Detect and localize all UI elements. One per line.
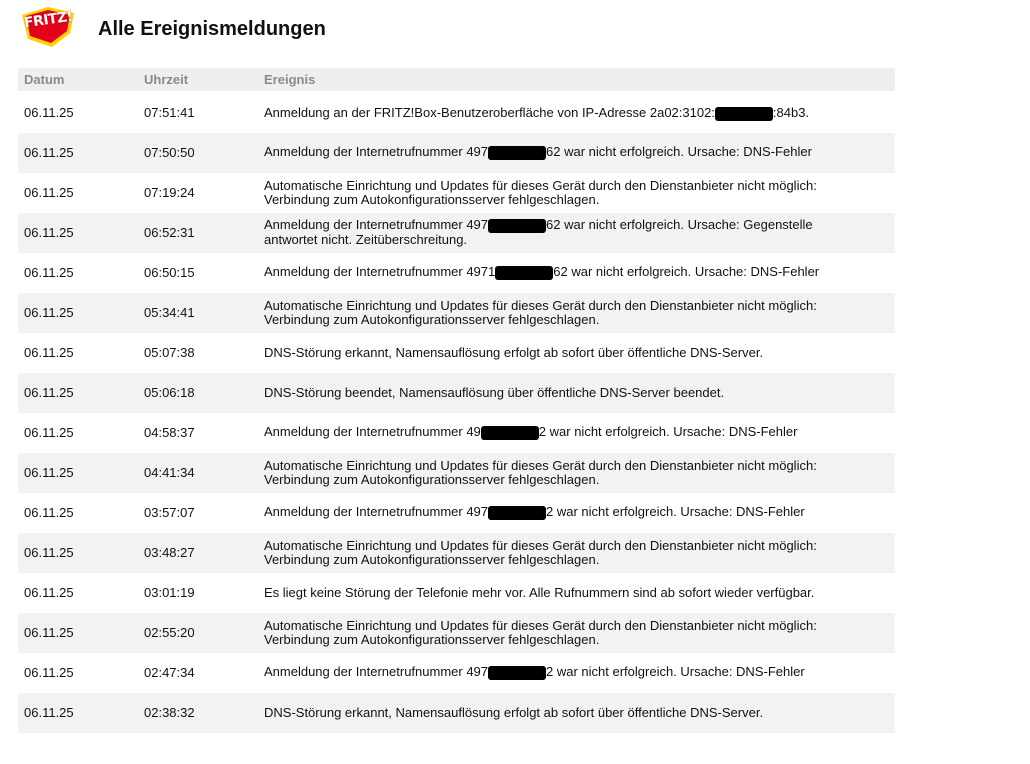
row-time: 03:48:27	[138, 533, 258, 573]
row-date: 06.11.25	[18, 693, 138, 733]
row-date: 06.11.25	[18, 333, 138, 373]
row-time: 07:51:41	[138, 93, 258, 133]
row-date: 06.11.25	[18, 573, 138, 613]
row-event-text: Automatische Einrichtung und Updates für dieses Gerät durch den Dienstanbieter nicht möglich: Verbindung zum Autokonfigurationsserver fehlgeschlagen.	[264, 537, 817, 567]
row-time: 03:01:19	[138, 573, 258, 613]
logo-text: FRITZ!	[23, 8, 74, 32]
event-table-container	[18, 68, 895, 733]
row-event	[258, 573, 895, 613]
row-date: 06.11.25	[18, 453, 138, 493]
row-date: 06.11.25	[18, 493, 138, 533]
row-event	[258, 413, 895, 453]
row-date: 06.11.25	[18, 133, 138, 173]
row-event-tail: 2 war nicht erfolgreich. Ursache: DNS-Fehler	[546, 664, 805, 680]
row-event-text: Anmeldung der Internetrufnummer 497	[264, 217, 489, 233]
row-event-text: Anmeldung an der FRITZ!Box-Benutzeroberfläche von IP-Adresse 2a02:3102:	[264, 104, 715, 120]
row-date: 06.11.25	[18, 533, 138, 573]
row-event-text: Automatische Einrichtung und Updates für dieses Gerät durch den Dienstanbieter nicht möglich: Verbindung zum Autokonfigurationsserver fehlgeschlagen.	[264, 457, 817, 487]
row-event	[258, 253, 895, 293]
table-row	[18, 573, 895, 613]
row-event-text: Anmeldung der Internetrufnummer 497	[264, 664, 489, 680]
row-date: 06.11.25	[18, 613, 138, 653]
row-event-text: Anmeldung der Internetrufnummer 497	[264, 144, 489, 160]
row-event	[258, 93, 895, 133]
row-event-tail: 62 war nicht erfolgreich. Ursache: Gegenstelle antwortet nicht. Zeitüberschreitung.	[264, 217, 813, 247]
row-time: 06:52:31	[138, 213, 258, 253]
table-row	[18, 613, 895, 653]
page-title: Alle Ereignismeldungen	[98, 17, 326, 40]
table-row	[18, 173, 895, 213]
row-event	[258, 613, 895, 653]
row-time: 04:41:34	[138, 453, 258, 493]
event-table-body	[18, 93, 895, 733]
row-event	[258, 453, 895, 493]
row-event-text: Anmeldung der Internetrufnummer 49	[264, 424, 481, 440]
table-row	[18, 373, 895, 413]
row-time: 02:55:20	[138, 613, 258, 653]
row-event-tail: 2 war nicht erfolgreich. Ursache: DNS-Fehler	[546, 504, 805, 520]
redaction-mark-icon	[488, 666, 546, 680]
row-date: 06.11.25	[18, 93, 138, 133]
row-event-tail: 62 war nicht erfolgreich. Ursache: DNS-Fehler	[553, 264, 820, 280]
table-row	[18, 333, 895, 373]
row-event-text: Anmeldung der Internetrufnummer 497	[264, 504, 489, 520]
table-row	[18, 213, 895, 253]
redaction-mark-icon	[488, 219, 546, 233]
redaction-mark-icon	[481, 426, 539, 440]
redaction-mark-icon	[495, 266, 553, 280]
row-time: 05:07:38	[138, 333, 258, 373]
row-date: 06.11.25	[18, 373, 138, 413]
row-date: 06.11.25	[18, 293, 138, 333]
row-date: 06.11.25	[18, 213, 138, 253]
row-event-tail: 62 war nicht erfolgreich. Ursache: DNS-Fehler	[546, 144, 812, 160]
table-row	[18, 493, 895, 533]
row-event	[258, 373, 895, 413]
column-header-time: Uhrzeit	[138, 68, 258, 93]
table-row	[18, 293, 895, 333]
event-table-header	[18, 68, 895, 93]
row-date: 06.11.25	[18, 413, 138, 453]
header-row	[18, 68, 895, 93]
row-time: 07:19:24	[138, 173, 258, 213]
table-row	[18, 693, 895, 733]
event-table	[18, 68, 895, 733]
table-row	[18, 253, 895, 293]
column-header-date: Datum	[18, 68, 138, 93]
row-event-text: Automatische Einrichtung und Updates für dieses Gerät durch den Dienstanbieter nicht möglich: Verbindung zum Autokonfigurationsserver fehlgeschlagen.	[264, 617, 817, 647]
row-event-text: DNS-Störung erkannt, Namensauflösung erfolgt ab sofort über öffentliche DNS-Server.	[264, 704, 764, 720]
row-event-text: Anmeldung der Internetrufnummer 4971	[264, 264, 496, 280]
row-event	[258, 693, 895, 733]
row-time: 07:50:50	[138, 133, 258, 173]
row-time: 02:38:32	[138, 693, 258, 733]
row-event	[258, 173, 895, 213]
row-event-tail: :84b3.	[772, 104, 810, 120]
row-event	[258, 533, 895, 573]
row-time: 03:57:07	[138, 493, 258, 533]
table-row	[18, 93, 895, 133]
table-row	[18, 453, 895, 493]
row-event-text: Es liegt keine Störung der Telefonie mehr vor. Alle Rufnummern sind ab sofort wieder verfügbar.	[264, 584, 815, 600]
row-event-text: Automatische Einrichtung und Updates für dieses Gerät durch den Dienstanbieter nicht möglich: Verbindung zum Autokonfigurationsserver fehlgeschlagen.	[264, 297, 817, 327]
row-event	[258, 333, 895, 373]
redaction-mark-icon	[488, 146, 546, 160]
row-time: 06:50:15	[138, 253, 258, 293]
row-time: 02:47:34	[138, 653, 258, 693]
row-event	[258, 493, 895, 533]
table-row	[18, 653, 895, 693]
row-event	[258, 213, 895, 253]
table-row	[18, 533, 895, 573]
row-event-text: DNS-Störung beendet, Namensauflösung über öffentliche DNS-Server beendet.	[264, 384, 725, 400]
row-date: 06.11.25	[18, 253, 138, 293]
row-event-tail: 2 war nicht erfolgreich. Ursache: DNS-Fehler	[538, 424, 798, 440]
table-row	[18, 133, 895, 173]
row-date: 06.11.25	[18, 173, 138, 213]
row-time: 05:34:41	[138, 293, 258, 333]
fritz-logo-icon	[18, 3, 78, 49]
row-event-text: Automatische Einrichtung und Updates für dieses Gerät durch den Dienstanbieter nicht möglich: Verbindung zum Autokonfigurationsserver fehlgeschlagen.	[264, 177, 817, 207]
redaction-mark-icon	[488, 506, 546, 520]
column-header-event: Ereignis	[258, 68, 895, 93]
row-event	[258, 653, 895, 693]
row-event-text: DNS-Störung erkannt, Namensauflösung erfolgt ab sofort über öffentliche DNS-Server.	[264, 344, 764, 360]
row-event	[258, 293, 895, 333]
redaction-mark-icon	[715, 107, 773, 121]
page-header	[18, 2, 326, 50]
row-time: 05:06:18	[138, 373, 258, 413]
row-time: 04:58:37	[138, 413, 258, 453]
table-row	[18, 413, 895, 453]
row-event	[258, 133, 895, 173]
row-date: 06.11.25	[18, 653, 138, 693]
